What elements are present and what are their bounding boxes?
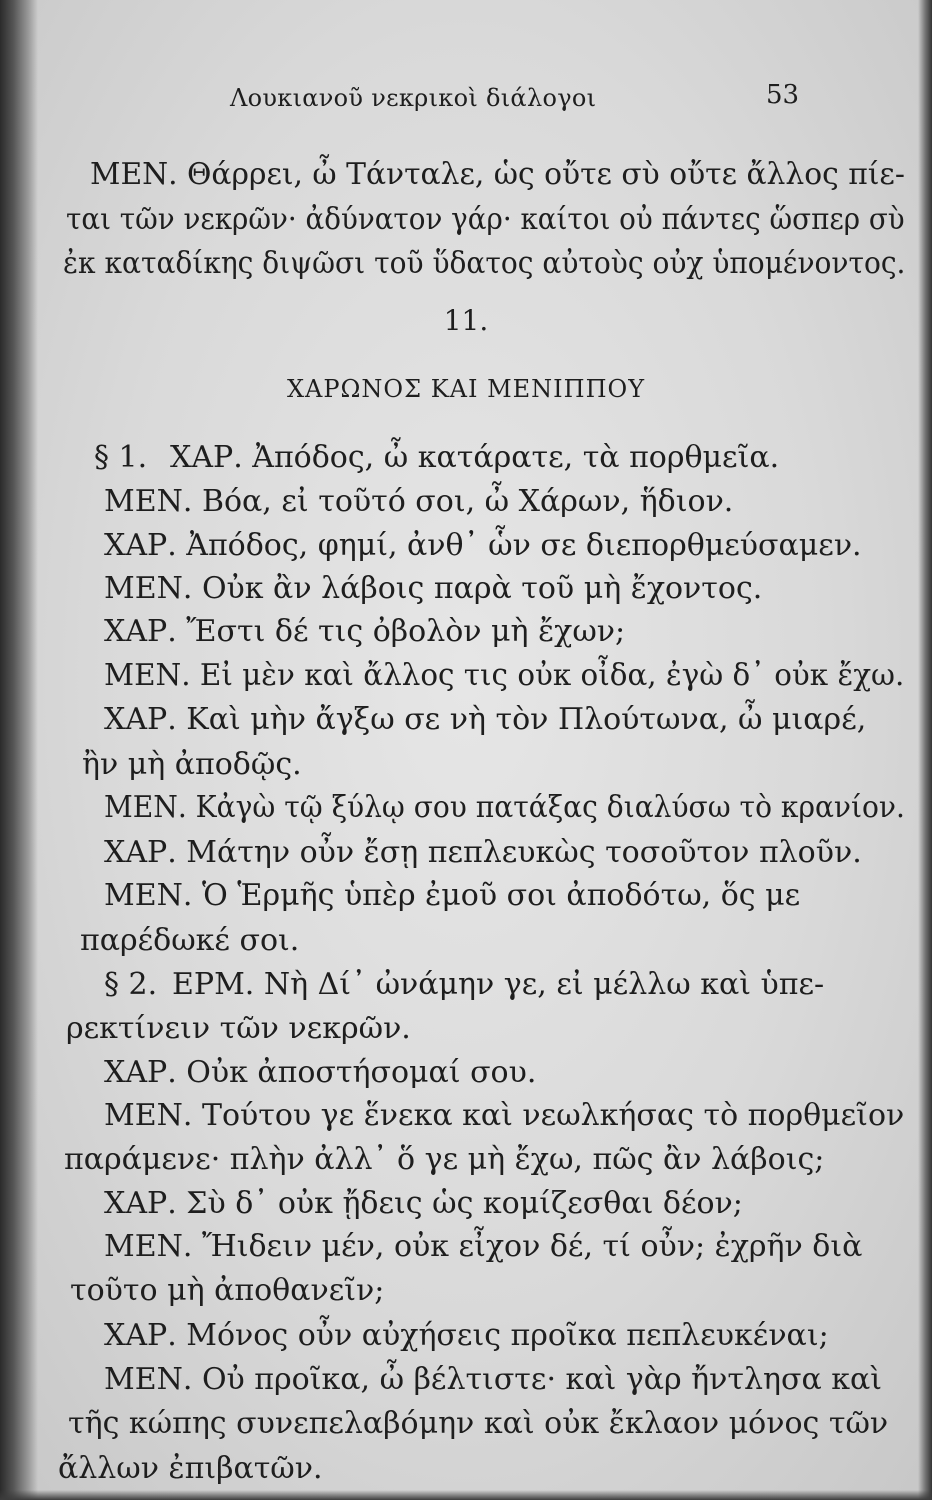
text-line: ΧΑΡ. Ἔστι δέ τις ὀβολὸν μὴ ἔχων;	[104, 614, 626, 649]
page-edge-shadow-right	[918, 0, 932, 1500]
page-edge-shadow-bottom	[0, 1490, 932, 1500]
page-edge-shadow-left	[0, 0, 38, 1500]
text-line: ΜΕΝ. Οὐκ ἂν λάβοις παρὰ τοῦ μὴ ἔχοντος.	[104, 571, 763, 606]
dialogue-title: ΧΑΡΩΝΟΣ ΚΑΙ ΜΕΝΙΠΠΟΥ	[286, 375, 646, 403]
text-line: ἐκ καταδίκης διψῶσι τοῦ ὕδατος αὐτοὺς οὐχ ὑπομένοντος.	[63, 246, 906, 281]
text-line: ἄλλων ἐπιβατῶν.	[58, 1451, 323, 1486]
text-line: παρέδωκέ σοι.	[80, 923, 300, 958]
text-line: τῆς κώπης συνεπελαβόμην καὶ οὐκ ἔκλαον μόνος τῶν	[68, 1406, 889, 1441]
text-line: ΜΕΝ. Βόα, εἰ τοῦτό σοι, ὦ Χάρων, ἥδιον.	[104, 484, 734, 519]
text-line: ΧΑΡ. Σὺ δ᾽ οὐκ ᾔδεις ὡς κομίζεσθαι δέον;	[104, 1186, 743, 1221]
section-mark: § 1.	[94, 440, 148, 475]
text-line: ΧΑΡ. Μάτην οὖν ἔσῃ πεπλευκὼς τοσοῦτον πλοῦν.	[104, 835, 862, 870]
text-line: ἢν μὴ ἀποδῷς.	[82, 747, 302, 782]
text-line: ΧΑΡ. Ἀπόδος, ὦ κατάρατε, τὰ πορθμεῖα.	[170, 440, 780, 475]
text-line: ΜΕΝ. Θάρρει, ὦ Τάνταλε, ὡς οὔτε σὺ οὔτε ἄλλος πίε-	[90, 157, 905, 192]
running-title: Λουκιανοῦ νεκρικοὶ διάλογοι	[230, 84, 597, 112]
text-line: ΜΕΝ. Ἤιδειν μέν, οὐκ εἶχον δέ, τί οὖν; ἐχρῆν διὰ	[104, 1229, 863, 1264]
text-line: ΧΑΡ. Ἀπόδος, φημί, ἀνθ᾽ ὧν σε διεπορθμεύσαμεν.	[104, 528, 862, 563]
text-line: παράμενε· πλὴν ἀλλ᾽ ὅ γε μὴ ἔχω, πῶς ἂν λάβοις;	[64, 1142, 825, 1177]
text-line: ΕΡΜ. Νὴ Δί᾽ ὠνάμην γε, εἰ μέλλω καὶ ὑπε-	[172, 967, 825, 1002]
text-line: ται τῶν νεκρῶν· ἀδύνατον γάρ· καίτοι οὐ πάντες ὥσπερ σὺ	[66, 202, 905, 237]
text-line: ΜΕΝ. Ὁ Ἑρμῆς ὑπὲρ ἐμοῦ σοι ἀποδότω, ὅς με	[104, 878, 801, 913]
text-line: ΜΕΝ. Εἰ μὲν καὶ ἄλλος τις οὐκ οἶδα, ἐγὼ δ᾽ οὐκ ἔχω.	[104, 658, 905, 693]
text-line: ρεκτίνειν τῶν νεκρῶν.	[66, 1011, 411, 1046]
text-line: τοῦτο μὴ ἀποθανεῖν;	[70, 1273, 385, 1308]
text-line: ΜΕΝ. Οὐ προῖκα, ὦ βέλτιστε· καὶ γὰρ ἤντλησα καὶ	[104, 1362, 883, 1397]
section-mark: § 2.	[104, 967, 158, 1002]
text-line: ΧΑΡ. Μόνος οὖν αὐχήσεις προῖκα πεπλευκέναι;	[104, 1318, 829, 1353]
text-line: ΜΕΝ. Τούτου γε ἕνεκα καὶ νεωλκήσας τὸ πορθμεῖον	[104, 1098, 905, 1133]
dialogue-number: 11.	[443, 304, 489, 337]
text-line: ΜΕΝ. Κἀγὼ τῷ ξύλῳ σου πατάξας διαλύσω τὸ κρανίον.	[104, 790, 905, 825]
text-line: ΧΑΡ. Καὶ μὴν ἄγξω σε νὴ τὸν Πλούτωνα, ὦ μιαρέ,	[104, 702, 867, 737]
page-number: 53	[766, 80, 800, 110]
text-line: ΧΑΡ. Οὐκ ἀποστήσομαί σου.	[104, 1055, 537, 1090]
